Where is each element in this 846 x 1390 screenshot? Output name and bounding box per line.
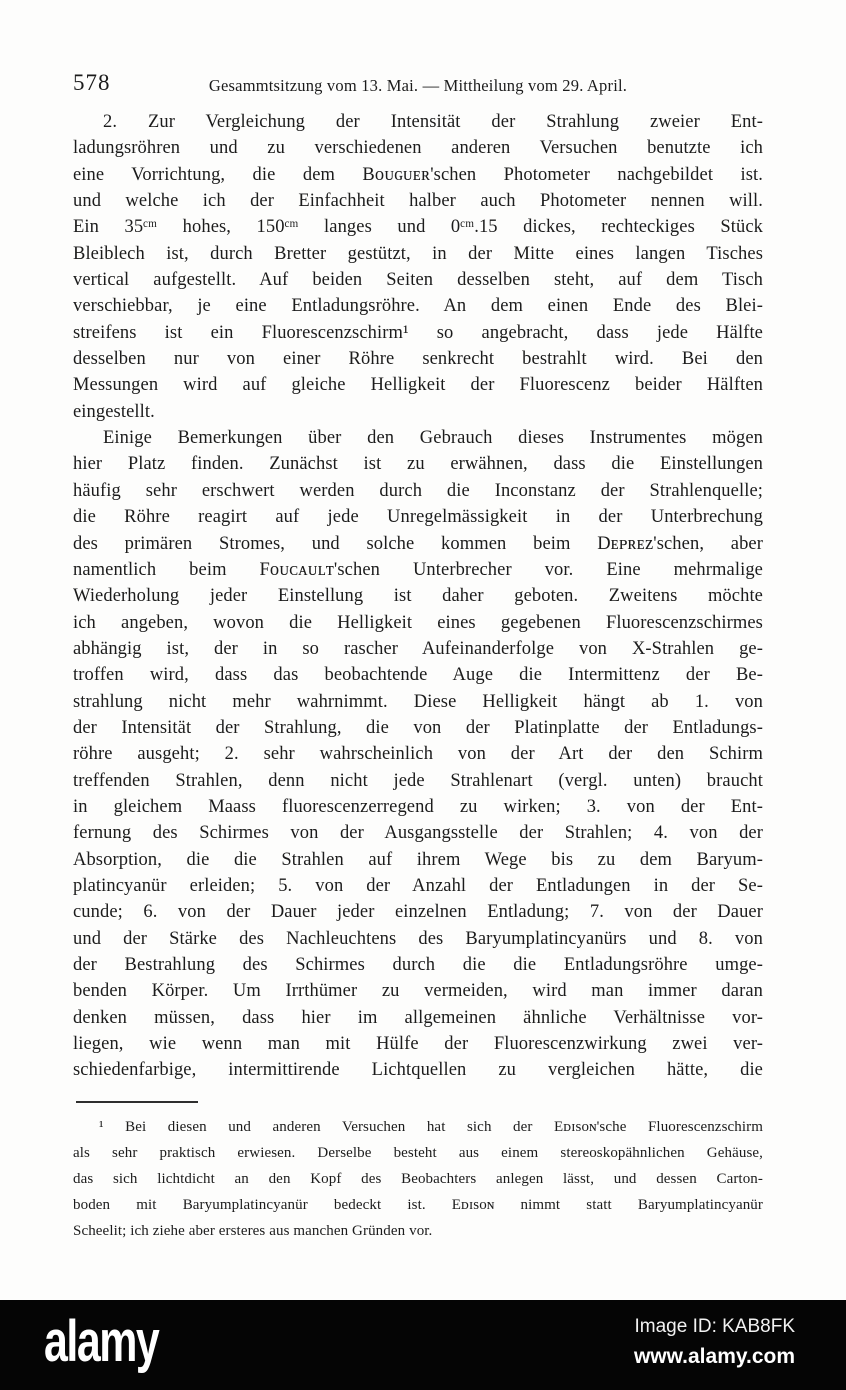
- text-line: strahlung nicht mehr wahrnimmt. Diese Helligkeit hängt ab 1. von: [73, 691, 763, 712]
- text-line: Einige Bemerkungen über den Gebrauch dieses Instrumentes mögen: [103, 428, 763, 449]
- text-line: das sich lichtdicht an den Kopf des Beobachters anlegen lässt, und dessen Carton-: [73, 1171, 763, 1187]
- text-line: der Intensität der Strahlung, die von der Platinplatte der Entladungs-: [73, 717, 763, 738]
- text-line: ich angeben, wovon die Helligkeit eines gegebenen Fluorescenzschirmes: [73, 612, 763, 633]
- text-line: Bleiblech ist, durch Bretter gestützt, in der Mitte eines langen Tisches: [73, 243, 763, 264]
- text-line: platincyanür erleiden; 5. von der Anzahl der Entladungen in der Se-: [73, 875, 763, 896]
- text-line: liegen, wie wenn man mit Hülfe der Fluorescenzwirkung zwei ver-: [73, 1034, 763, 1055]
- running-header-title: Gesammtsitzung vom 13. Mai. — Mittheilung vom 29. April.: [208, 76, 628, 95]
- text-line: treffenden Strahlen, denn nicht jede Strahlenart (vergl. unten) braucht: [73, 770, 763, 791]
- text-line: als sehr praktisch erwiesen. Derselbe besteht aus einem stereoskopähnlichen Gehäuse,: [73, 1145, 763, 1161]
- text-line: fernung des Schirmes von der Ausgangsstelle der Strahlen; 4. von der: [73, 823, 763, 844]
- text-line: cunde; 6. von der Dauer jeder einzelnen Entladung; 7. von der Dauer: [73, 902, 763, 923]
- image-id-label: Image ID: KAB8FK: [634, 1316, 795, 1337]
- running-header: [73, 70, 763, 100]
- text-line: namentlich beim Fᴏᴜᴄᴀᴜʟᴛ'schen Unterbrecher vor. Eine mehrmalige: [73, 559, 763, 580]
- text-line: ladungsröhren und zu verschiedenen anderen Versuchen benutzte ich: [73, 138, 763, 159]
- watermark-info: [634, 1316, 795, 1369]
- text-line: desselben nur von einer Röhre senkrecht bestrahlt wird. Bei den: [73, 349, 763, 370]
- text-line: hier Platz finden. Zunächst ist zu erwähnen, dass die Einstellungen: [73, 454, 763, 475]
- text-line: benden Körper. Um Irrthümer zu vermeiden, wird man immer daran: [73, 981, 763, 1002]
- text-line: streifens ist ein Fluorescenzschirm¹ so angebracht, dass jede Hälfte: [73, 322, 763, 343]
- text-line: 2. Zur Vergleichung der Intensität der Strahlung zweier Ent-: [103, 112, 763, 132]
- text-line: vertical aufgestellt. Auf beiden Seiten desselben steht, auf dem Tisch: [73, 270, 763, 291]
- text-line: des primären Stromes, und solche kommen beim Dᴇᴘʀᴇᴢ'schen, aber: [73, 533, 763, 554]
- watermark-bar: [0, 1300, 846, 1390]
- body-text: [73, 109, 763, 1084]
- text-line: Messungen wird auf gleiche Helligkeit der Fluorescenz beider Hälften: [73, 375, 763, 396]
- paragraph-1: [73, 109, 763, 425]
- text-line: Scheelit; ich ziehe aber ersteres aus manchen Gründen vor.: [73, 1223, 433, 1239]
- text-line: eingestellt.: [73, 401, 155, 422]
- text-line: denken müssen, dass hier im allgemeinen ähnliche Verhältnisse vor-: [73, 1007, 763, 1028]
- text-line: Absorption, die die Strahlen auf ihrem Wege bis zu dem Baryum-: [73, 849, 763, 870]
- alamy-url: www.alamy.com: [633, 1345, 795, 1368]
- text-line: boden mit Baryumplatincyanür bedeckt ist. Eᴅɪsᴏɴ nimmt statt Baryumplatincyanür: [73, 1197, 763, 1213]
- text-line: troffen wird, dass das beobachtende Auge die Intermittenz der Be-: [73, 665, 763, 686]
- text-line: häufig sehr erschwert werden durch die Inconstanz der Strahlenquelle;: [73, 480, 763, 501]
- text-line: der Bestrahlung des Schirmes durch die die Entladungsröhre umge-: [73, 955, 763, 975]
- text-line: die Röhre reagirt auf jede Unregelmässigkeit in der Unterbrechung: [73, 507, 763, 528]
- text-line: und der Stärke des Nachleuchtens des Baryumplatincyanürs und 8. von: [73, 928, 763, 949]
- page-number: 578: [73, 70, 111, 95]
- footnote-separator-rule: [76, 1101, 198, 1103]
- paragraph-2: [73, 425, 763, 1084]
- text-line: abhängig ist, der in so rascher Aufeinanderfolge von X-Strahlen ge-: [73, 638, 763, 659]
- text-line: ¹ Bei diesen und anderen Versuchen hat sich der Eᴅɪsᴏɴ'sche Fluorescenzschirm: [99, 1119, 763, 1135]
- text-line: in gleichem Maass fluorescenzerregend zu wirken; 3. von der Ent-: [73, 796, 763, 817]
- text-line: Wiederholung jeder Einstellung ist daher geboten. Zweitens möchte: [73, 586, 763, 607]
- text-line: röhre ausgeht; 2. sehr wahrscheinlich von der Art der den Schirm: [73, 744, 763, 765]
- text-line: und welche ich der Einfachheit halber auch Photometer nennen will.: [73, 191, 763, 212]
- text-line: verschiebbar, je eine Entladungsröhre. An dem einen Ende des Blei-: [73, 296, 763, 317]
- footnote: [73, 1114, 763, 1244]
- text-line: eine Vorrichtung, die dem Bᴏᴜɢᴜᴇʀ'schen Photometer nachgebildet ist.: [73, 164, 763, 185]
- alamy-logo: alamy: [44, 1309, 159, 1374]
- text-line: Ein 35ᶜᵐ hohes, 150ᶜᵐ langes und 0ᶜᵐ.15 dickes, rechteckiges Stück: [73, 217, 763, 238]
- text-line: schiedenfarbige, intermittirende Lichtquellen zu vergleichen hätte, die: [73, 1060, 763, 1081]
